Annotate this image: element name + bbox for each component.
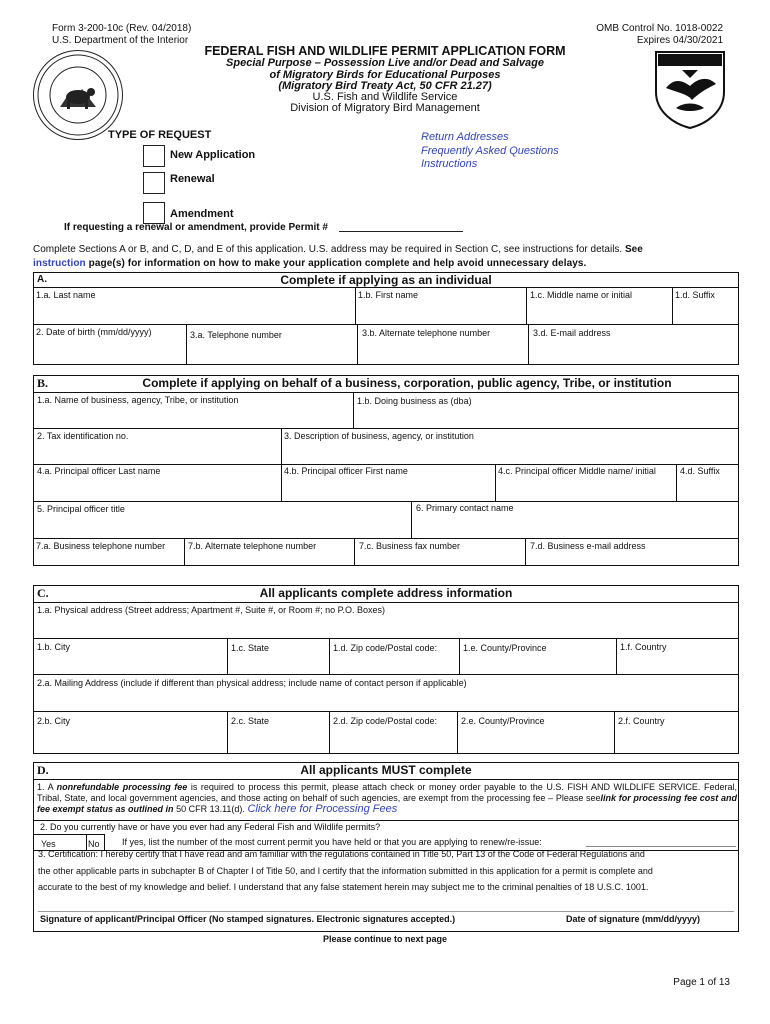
processing-fees-link[interactable]: Click here for Processing Fees [247, 803, 398, 815]
no-label: No [88, 839, 100, 849]
signature-date-label: Date of signature (mm/dd/yyyy) [566, 914, 701, 924]
physical-zip-field[interactable]: 1.d. Zip code/Postal code: [333, 643, 438, 653]
renewal-label: Renewal [170, 173, 215, 185]
intro-line-1: Complete Sections A or B, and C, D, and E of this application. U.S. address may be required in Section C, see instructions for details. See [33, 244, 643, 255]
section-a-letter: A. [37, 274, 47, 285]
officer-suffix-field[interactable]: 4.d. Suffix [680, 466, 720, 476]
business-description-field[interactable]: 3. Description of business, agency, or institution [284, 431, 474, 441]
telephone-field[interactable]: 3.a. Telephone number [190, 330, 282, 340]
form-title: FEDERAL FISH AND WILDLIFE PERMIT APPLICATION FORM [204, 44, 566, 58]
intro-see: See [624, 244, 643, 255]
permit-number-question: If yes, list the number of the most current permit you have held or that you are applying to renew/re-issue: [122, 837, 542, 847]
officer-title-field[interactable]: 5. Principal officer title [37, 504, 125, 514]
processing-fee-text: 1. A nonrefundable processing fee is required to process this permit, please attach check or money order payable to the U.S. FISH AND WILDLIFE SERVICE. Federal, Tribal, State, and local government agencies, and those acting on behalf of such agencies, are exempt from the processing fee – Please seelink for processing fee cost and fee exempt status as outlined in 50 CFR 13.11(d). Click here for Processing Fees [37, 782, 737, 815]
current-permit-number-field[interactable] [586, 846, 736, 847]
section-c-title: All applicants complete address information [259, 586, 513, 600]
physical-country-field[interactable]: 1.f. Country [620, 642, 667, 652]
form-number: Form 3-200-10c (Rev. 04/2018) [52, 23, 192, 34]
return-addresses-link[interactable]: Return Addresses [421, 131, 509, 143]
section-b-header [34, 376, 738, 390]
officer-middle-name-field[interactable]: 4.c. Principal officer Middle name/ initial [498, 466, 656, 476]
signature-label: Signature of applicant/Principal Officer (No stamped signatures. Electronic signatures accepted.) [40, 914, 456, 924]
expiration-date: Expires 04/30/2021 [636, 35, 723, 46]
amendment-checkbox[interactable] [143, 202, 165, 224]
mailing-county-field[interactable]: 2.e. County/Province [461, 716, 545, 726]
amendment-label: Amendment [170, 208, 234, 220]
faq-link[interactable]: Frequently Asked Questions [421, 145, 559, 157]
first-name-field[interactable]: 1.b. First name [358, 290, 419, 300]
physical-city-field[interactable]: 1.b. City [37, 642, 71, 652]
request-heading: TYPE OF REQUEST [108, 129, 212, 141]
suffix-field[interactable]: 1.d. Suffix [675, 290, 715, 300]
section-c-letter: C. [37, 586, 49, 600]
mailing-country-field[interactable]: 2.f. Country [618, 716, 665, 726]
tax-id-field[interactable]: 2. Tax identification no. [37, 431, 129, 441]
section-d-title: All applicants MUST complete [300, 763, 472, 777]
primary-contact-field[interactable]: 6. Primary contact name [416, 503, 514, 513]
dba-field[interactable]: 1.b. Doing business as (dba) [357, 396, 472, 406]
mailing-zip-field[interactable]: 2.d. Zip code/Postal code: [333, 716, 438, 726]
form-subtitle-2: of Migratory Birds for Educational Purposes [269, 69, 501, 81]
page-number: Page 1 of 13 [673, 977, 730, 988]
intro-line-2: instruction page(s) for information on how to make your application complete and help avoid unnecessary delays. [33, 258, 587, 269]
omb-control-number: OMB Control No. 1018-0022 [596, 23, 723, 34]
officer-last-name-field[interactable]: 4.a. Principal officer Last name [37, 466, 161, 476]
last-name-field[interactable]: 1.a. Last name [36, 290, 96, 300]
middle-name-field[interactable]: 1.c. Middle name or initial [530, 290, 633, 300]
officer-first-name-field[interactable]: 4.b. Principal officer First name [284, 466, 408, 476]
business-fax-field[interactable]: 7.c. Business fax number [359, 541, 461, 551]
division-name: Division of Migratory Bird Management [290, 102, 480, 114]
permit-number-field[interactable] [339, 231, 463, 232]
mailing-city-field[interactable]: 2.b. City [37, 716, 71, 726]
business-telephone-field[interactable]: 7.a. Business telephone number [36, 541, 166, 551]
continue-note: Please continue to next page [322, 934, 448, 944]
mailing-address-field[interactable]: 2.a. Mailing Address (include if different than physical address; include name of contact person if applicable) [37, 678, 467, 688]
date-of-birth-field[interactable]: 2. Date of birth (mm/dd/yyyy) [36, 327, 152, 337]
certification-text: 3. Certification: I hereby certify that I have read and am familiar with the regulations contained in Title 50, Part 13 of the Code of Federal Regulations and the other applicable parts in subchapter B of Chapter I of Title 50, and I certify that the information submitted in this application for a permit is complete and accurate to the best of my knowledge and belief. I understand that any false statement herein may subject me to the criminal penalties of 18 U.S.C. 1001. [38, 849, 653, 892]
usfws-shield-icon [652, 48, 728, 130]
section-d-header [34, 763, 738, 777]
physical-address-field[interactable]: 1.a. Physical address (Street address; Apartment #, Suite #, or Room #; no P.O. Boxes) [37, 605, 386, 615]
section-a-header [34, 273, 738, 287]
instruction-link[interactable]: instruction [33, 258, 86, 269]
physical-county-field[interactable]: 1.e. County/Province [463, 643, 547, 653]
section-b-letter: B. [37, 376, 49, 390]
section-d-letter: D. [37, 763, 49, 777]
form-subtitle-1: Special Purpose – Possession Live and/or Dead and Salvage [226, 57, 544, 69]
renewal-checkbox[interactable] [143, 172, 165, 194]
form-subtitle-3: (Migratory Bird Treaty Act, 50 CFR 21.27) [278, 80, 492, 92]
agency-name: U.S. Fish and Wildlife Service [312, 91, 458, 103]
instructions-link[interactable]: Instructions [421, 158, 478, 170]
section-a-title: Complete if applying as an individual [280, 273, 492, 287]
permit-history-question: 2. Do you currently have or have you ever had any Federal Fish and Wildlife permits? [40, 822, 381, 832]
permit-number-prompt: If requesting a renewal or amendment, provide Permit # [64, 222, 328, 233]
new-application-label: New Application [170, 149, 256, 161]
section-c-header [34, 586, 738, 600]
section-b [33, 375, 739, 566]
section-c [33, 585, 739, 754]
email-field[interactable]: 3.d. E-mail address [533, 328, 611, 338]
yes-label: Yes [41, 839, 56, 849]
section-b-title: Complete if applying on behalf of a business, corporation, public agency, Tribe, or institution [142, 376, 672, 390]
business-name-field[interactable]: 1.a. Name of business, agency, Tribe, or institution [37, 395, 239, 405]
mailing-state-field[interactable]: 2.c. State [231, 716, 270, 726]
section-d [33, 762, 739, 932]
physical-state-field[interactable]: 1.c. State [231, 643, 270, 653]
business-alt-telephone-field[interactable]: 7.b. Alternate telephone number [188, 541, 317, 551]
section-a [33, 272, 739, 365]
business-email-field[interactable]: 7.d. Business e-mail address [530, 541, 646, 551]
alternate-telephone-field[interactable]: 3.b. Alternate telephone number [362, 328, 491, 338]
signature-line[interactable] [38, 911, 734, 912]
department-name: U.S. Department of the Interior [52, 35, 189, 46]
new-application-checkbox[interactable] [143, 145, 165, 167]
